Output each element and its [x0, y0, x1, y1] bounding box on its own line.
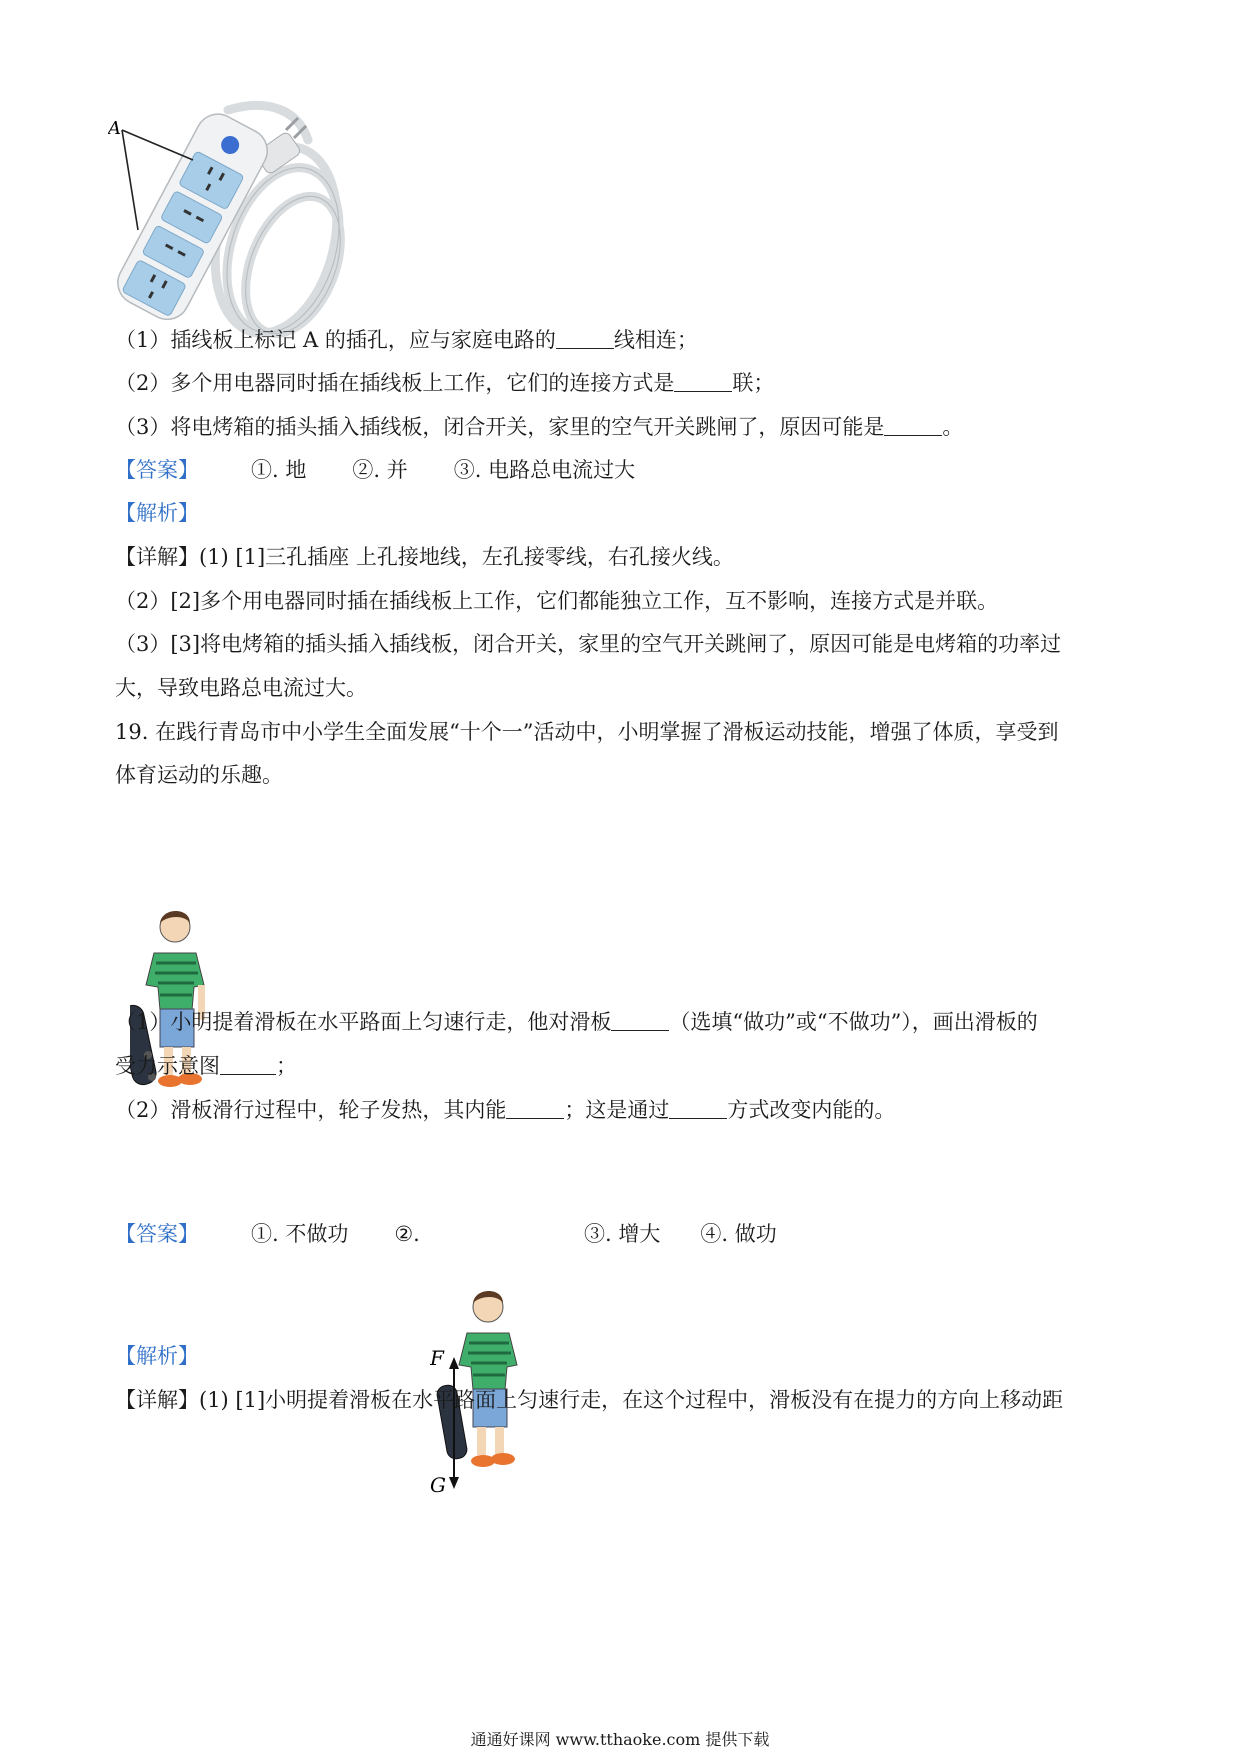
q19-part2: （2）滑板滑行过程中，轮子发热，其内能 ；这是通过 方式改变内能的。 — [115, 1098, 896, 1122]
q18-part3: （3）将电烤箱的插头插入插线板，闭合开关，家里的空气开关跳闸了，原因可能是 。 — [115, 415, 964, 439]
q18-detail2: （2）[2]多个用电器同时插在插线板上工作，它们都能独立工作，互不影响，连接方式是并联。 — [115, 589, 999, 613]
q19-answer — [115, 1220, 420, 1248]
answer-item: ②. 并 — [352, 458, 408, 482]
page-footer: 通通好课网 www.tthaoke.com 提供下载 — [470, 1730, 770, 1749]
q18-blank3[interactable] — [884, 415, 942, 436]
fig-label-a: A — [108, 118, 121, 139]
q19-stem-line1: 19. 在践行青岛市中小学生全面发展“十个一”活动中，小明掌握了滑板运动技能，增强了体质，享受到 — [115, 720, 1059, 744]
q19-part1b: 受力示意图 ； — [115, 1054, 297, 1078]
answer-item: ④. 做功 — [700, 1222, 777, 1246]
q18-detail1: 【详解】(1) [1]三孔插座 上孔接地线，左孔接零线，右孔接火线。 — [115, 545, 734, 569]
power-strip-figure — [108, 100, 368, 350]
force-label-g: G — [430, 1473, 446, 1495]
detail-tag: 【详解】 — [115, 1388, 199, 1412]
q18-blank1[interactable] — [556, 328, 614, 349]
q19-stem-line2: 体育运动的乐趣。 — [115, 763, 283, 787]
force-label-f: F — [430, 1346, 444, 1370]
q19-blank4[interactable] — [669, 1098, 727, 1119]
q18-analysis-tag: 【解析】 — [115, 501, 199, 525]
detail-tag: 【详解】 — [115, 545, 199, 569]
q18-detail3a: （3）[3]将电烤箱的插头插入插线板，闭合开关，家里的空气开关跳闸了，原因可能是电烤箱的功率过 — [115, 632, 1062, 656]
q18-answer — [115, 456, 635, 484]
answer-item: ①. 地 — [251, 458, 307, 482]
q18-part2: （2）多个用电器同时插在插线板上工作，它们的连接方式是 联； — [115, 371, 775, 395]
q19-blank2[interactable] — [220, 1054, 276, 1075]
q19-part1: （1）小明提着滑板在水平路面上匀速行走，他对滑板 （选填“做功”或“不做功”），画出滑板的 — [115, 1010, 1038, 1034]
q19-answer-rest — [584, 1220, 777, 1248]
q19-detail1: 【详解】(1) [1]小明提着滑板在水平路面上匀速行走，在这个过程中，滑板没有在提力的方向上移动距 — [115, 1388, 1064, 1412]
answer-item: ①. 不做功 — [251, 1222, 349, 1246]
answer-tag: 【答案】 — [115, 1222, 199, 1246]
answer-item: ②. — [394, 1222, 420, 1246]
q18-detail3b: 大，导致电路总电流过大。 — [115, 676, 367, 700]
q19-blank3[interactable] — [506, 1098, 564, 1119]
q18-part1: （1）插线板上标记 A 的插孔，应与家庭电路的 线相连； — [115, 328, 698, 352]
answer-tag: 【答案】 — [115, 458, 199, 482]
q19-blank1[interactable] — [611, 1010, 669, 1031]
answer-item: ③. 电路总电流过大 — [453, 458, 636, 482]
q18-blank2[interactable] — [674, 371, 732, 392]
q19-analysis-tag: 【解析】 — [115, 1344, 199, 1368]
answer-item: ③. 增大 — [584, 1222, 661, 1246]
